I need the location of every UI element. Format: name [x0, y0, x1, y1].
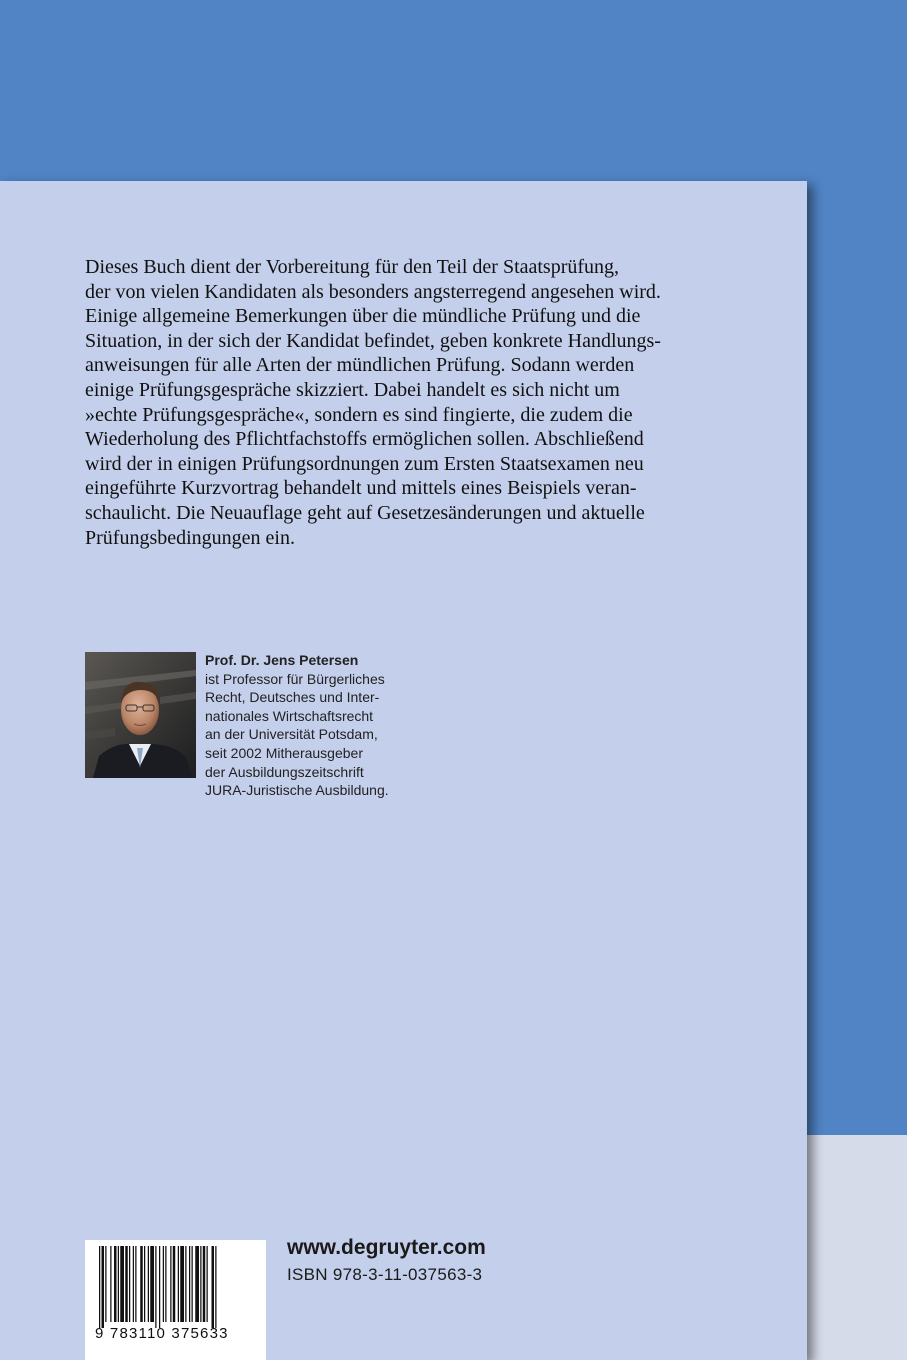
description-line: »echte Prüfungsgespräche«, sondern es sind fingierte, die zudem die [85, 403, 633, 426]
back-cover-panel [0, 181, 807, 1360]
barcode-bar [159, 1246, 160, 1328]
barcode-bar [170, 1246, 171, 1322]
barcode-bar [189, 1246, 190, 1322]
barcode-bar [129, 1246, 130, 1322]
barcode-bar [120, 1246, 124, 1322]
barcode-bar [135, 1246, 136, 1322]
bio-line: nationales Wirtschaftsrecht [205, 707, 374, 724]
barcode-bar [140, 1246, 143, 1322]
isbn-barcode [85, 1240, 266, 1360]
barcode-bar [102, 1246, 105, 1328]
barcode-bar [144, 1246, 145, 1322]
barcode-bar [192, 1246, 193, 1322]
barcode-bar [207, 1246, 208, 1322]
barcode-digits: 9 783110 375633 [95, 1325, 229, 1342]
barcode-bar [114, 1246, 117, 1322]
barcode-bar [125, 1246, 128, 1322]
author-name: Prof. Dr. Jens Petersen [205, 652, 359, 668]
bio-line: ist Professor für Bürgerliches [205, 670, 385, 687]
bio-line: JURA-Juristische Ausbildung. [205, 782, 389, 799]
description-line: Wiederholung des Pflichtfachstoffs ermöglichen sollen. Abschließend [85, 428, 644, 451]
book-description [85, 255, 725, 550]
author-bio [205, 651, 505, 800]
barcode-bar [163, 1246, 164, 1322]
description-line: einige Prüfungsgespräche skizziert. Dabei handelt es sich nicht um [85, 378, 620, 401]
description-line: Einige allgemeine Bemerkungen über die mündliche Prüfung und die [85, 305, 641, 328]
barcode-bar [150, 1246, 154, 1322]
bio-line: seit 2002 Mitherausgeber [205, 744, 363, 761]
description-line: Prüfungsbedingungen ein. [85, 526, 295, 549]
barcode-bar [185, 1246, 186, 1322]
barcode-bar [203, 1246, 206, 1322]
barcode-bar [118, 1246, 119, 1322]
description-line: Situation, in der sich der Kandidat befindet, geben konkrete Handlungs- [85, 329, 661, 352]
description-line: anweisungen für alle Arten der mündlichen Prüfung. Sodann werden [85, 354, 635, 377]
description-line: schaulicht. Die Neuauflage geht auf Gesetzesänderungen und aktuelle [85, 501, 645, 524]
publisher-website[interactable]: www.degruyter.com [287, 1236, 486, 1259]
author-photo [85, 652, 196, 778]
barcode-bar [200, 1246, 201, 1322]
barcode-bar [133, 1246, 134, 1322]
barcode-bar [99, 1246, 100, 1328]
barcode-bar [155, 1246, 156, 1328]
barcode-bar [105, 1246, 106, 1322]
description-line: eingeführte Kurzvortrag behandelt und mittels eines Beispiels veran- [85, 477, 637, 500]
description-line: der von vielen Kandidaten als besonders angsterregend angesehen wird. [85, 280, 661, 303]
barcode-bar [110, 1246, 111, 1322]
barcode-bars [85, 1240, 266, 1360]
barcode-bar [215, 1246, 216, 1328]
description-line: Dieses Buch dient der Vorbereitung für den Teil der Staatsprüfung, [85, 256, 620, 278]
isbn-number: ISBN 978-3-11-037563-3 [287, 1265, 483, 1284]
barcode-bar [178, 1246, 179, 1322]
description-line: wird der in einigen Prüfungsordnungen zum Ersten Staatsexamen neu [85, 452, 644, 475]
barcode-bar [165, 1246, 166, 1322]
bio-line: der Ausbildungszeitschrift [205, 763, 364, 780]
barcode-bar [195, 1246, 199, 1322]
bio-line: an der Universität Potsdam, [205, 726, 378, 743]
barcode-bar [212, 1246, 215, 1328]
barcode-bar [148, 1246, 149, 1322]
barcode-bar [180, 1246, 184, 1322]
bio-line: Recht, Deutsches und Inter- [205, 689, 380, 706]
barcode-bar [173, 1246, 176, 1322]
